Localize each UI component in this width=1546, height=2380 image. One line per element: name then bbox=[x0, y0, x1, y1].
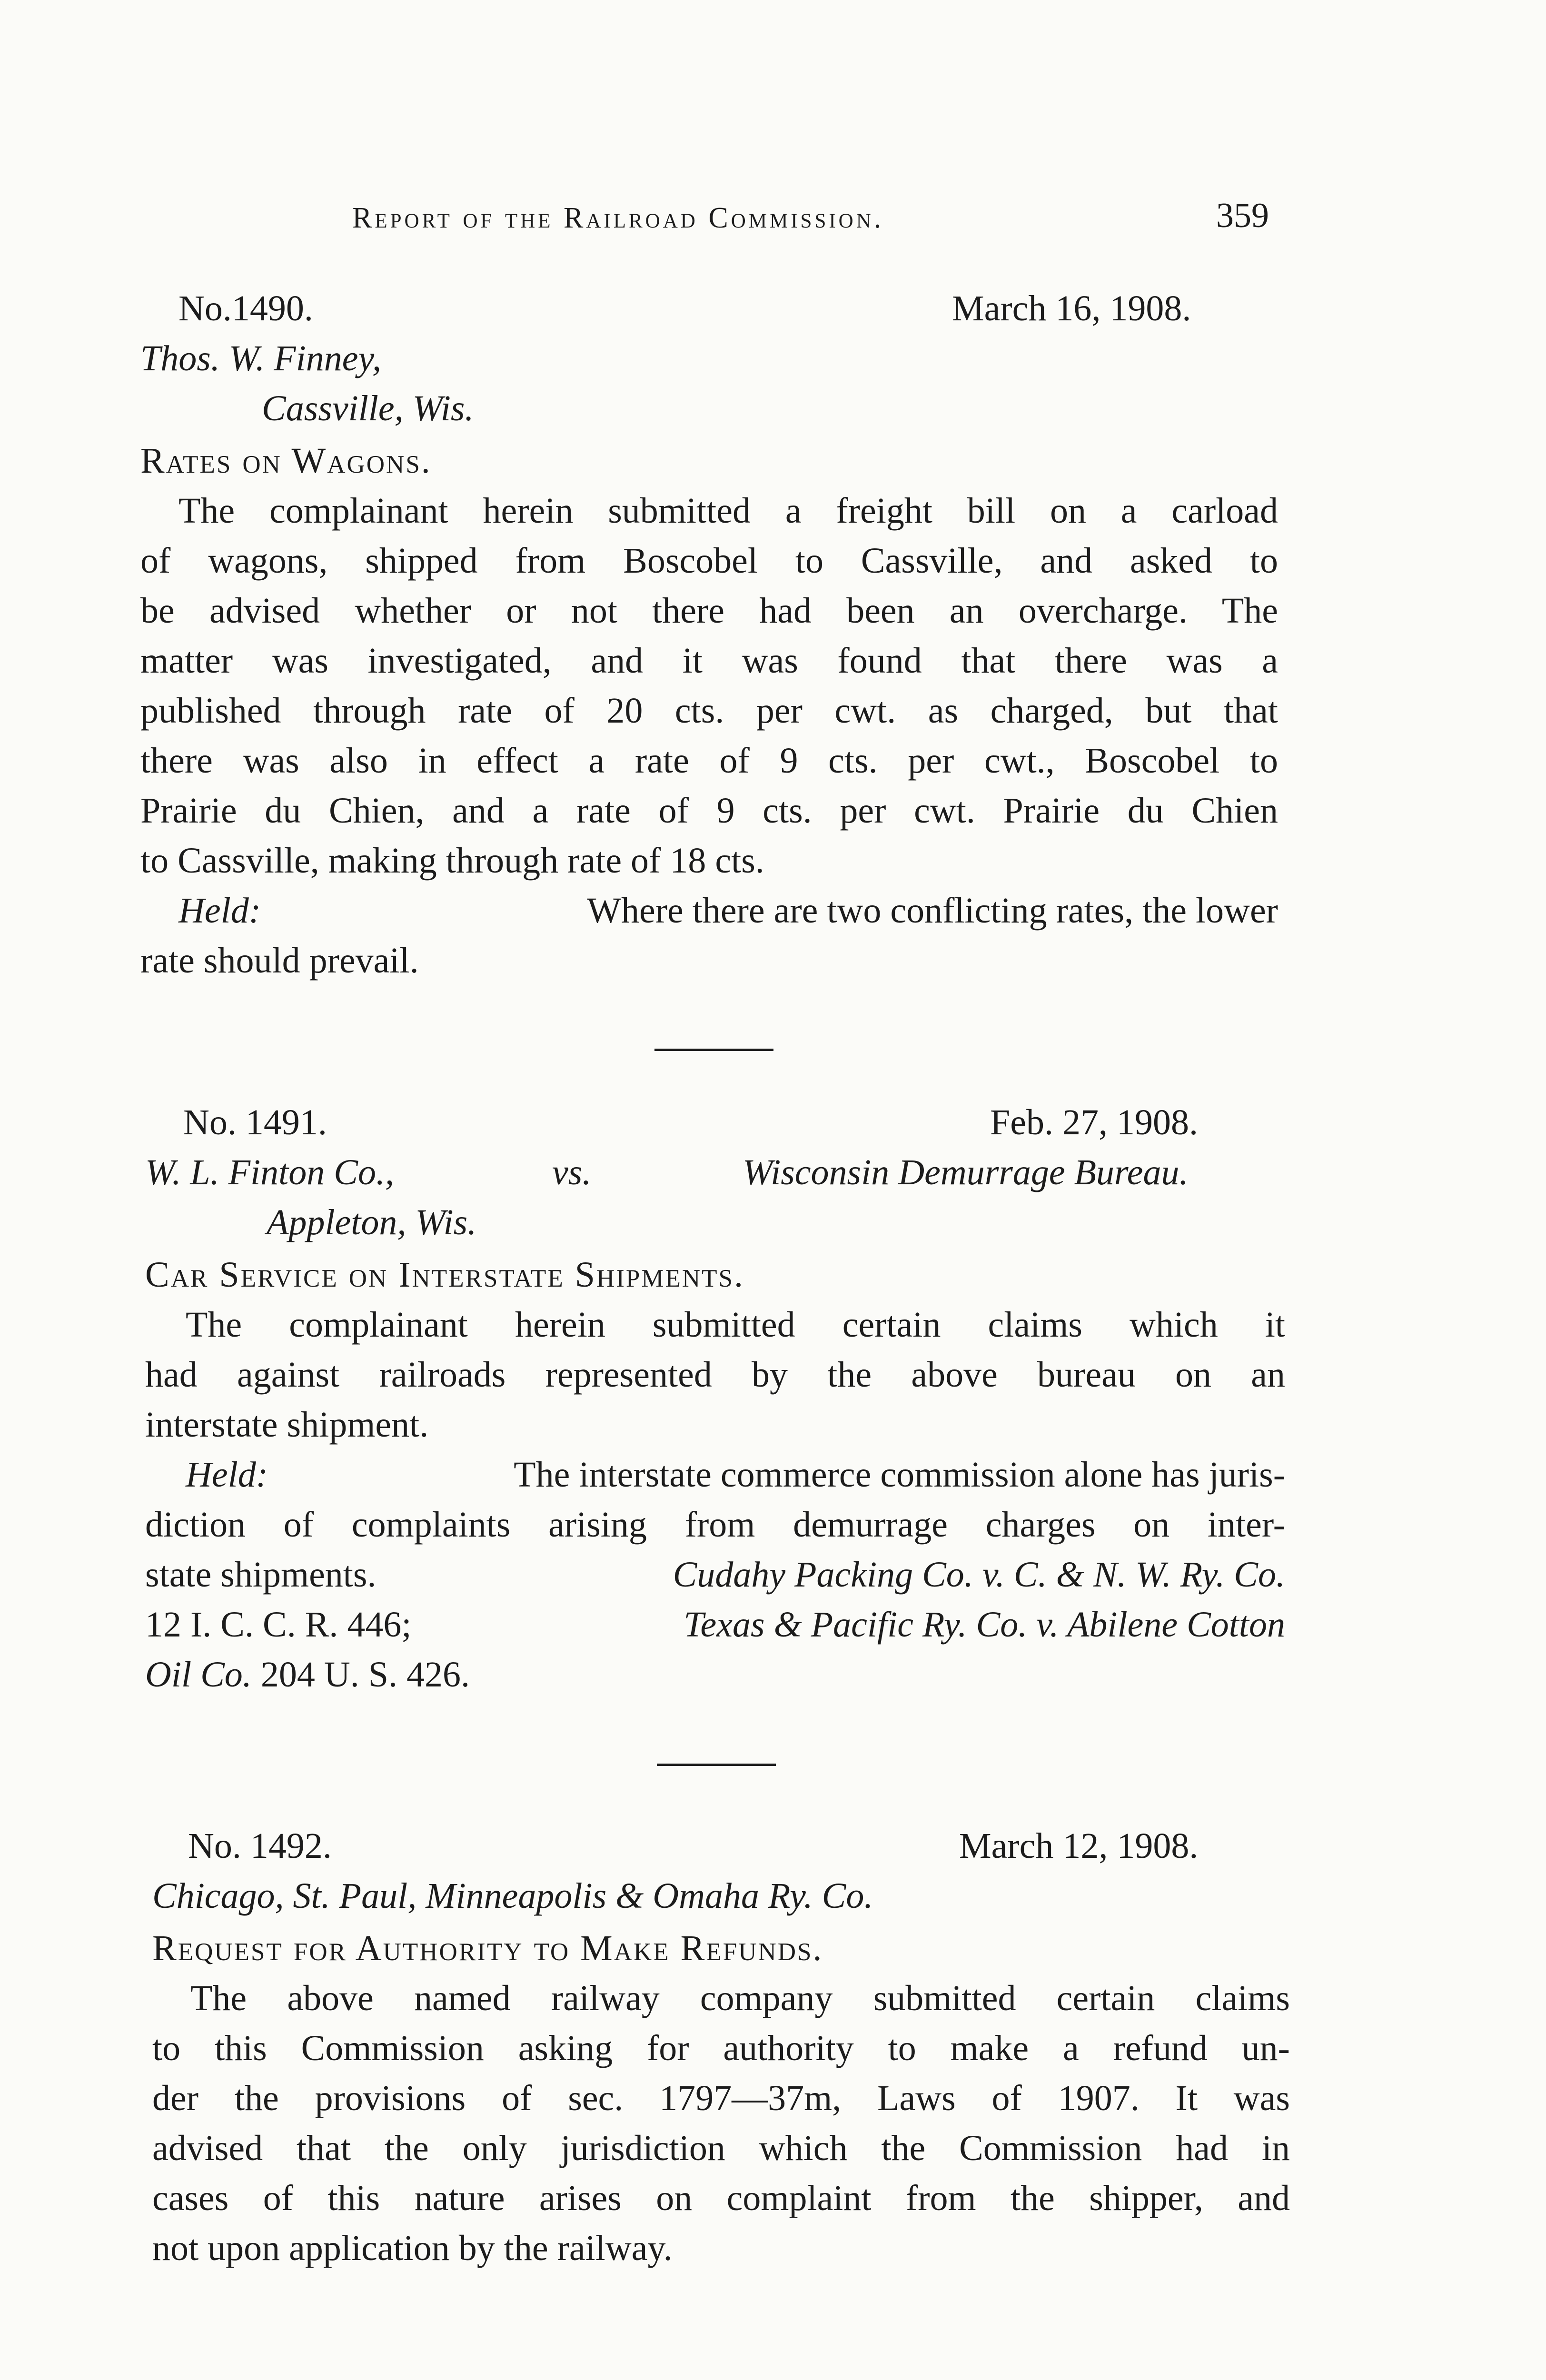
case-date: March 12, 1908. bbox=[959, 1826, 1199, 1866]
body-line: of wagons, shipped from Boscobel to Cassville, and asked to bbox=[140, 541, 1278, 581]
case-subject: Car Service on Interstate Shipments. bbox=[145, 1255, 744, 1295]
held-line bbox=[145, 1552, 1285, 1597]
body-line: The complainant herein submitted a freight bill on a carload bbox=[178, 491, 1278, 531]
held-line bbox=[178, 888, 1278, 933]
body-line: not upon application by the railway. bbox=[152, 2228, 673, 2268]
body-line: there was also in effect a rate of 9 cts. per cwt., Boscobel to bbox=[140, 741, 1278, 781]
citation: Texas & Pacific Ry. Co. v. Abilene Cotton bbox=[684, 1605, 1285, 1645]
case-number: No.1490. bbox=[178, 288, 313, 328]
body-line: interstate shipment. bbox=[145, 1405, 429, 1445]
party-name: Chicago, St. Paul, Minneapolis & Omaha Ry. Co. bbox=[152, 1876, 873, 1916]
held-line: rate should prevail. bbox=[140, 941, 419, 981]
citation: Cudahy Packing Co. v. C. & N. W. Ry. Co. bbox=[673, 1555, 1285, 1595]
held-label: Held: bbox=[186, 1455, 268, 1495]
body-line: to this Commission asking for authority to make a refund un- bbox=[152, 2028, 1290, 2068]
body-line: to Cassville, making through rate of 18 cts. bbox=[140, 841, 764, 881]
respondent-name: Wisconsin Demurrage Bureau. bbox=[743, 1152, 1189, 1192]
held-line bbox=[145, 1602, 1285, 1647]
case-number: No. 1491. bbox=[183, 1102, 327, 1142]
body-line: had against railroads represented by the above bureau on an bbox=[145, 1355, 1285, 1395]
held-text: Where there are two conflicting rates, the lower bbox=[587, 891, 1278, 931]
body-line: be advised whether or not there had been an overcharge. The bbox=[140, 591, 1278, 631]
held-line: diction of complaints arising from demurrage charges on inter- bbox=[145, 1505, 1285, 1545]
held-line bbox=[186, 1452, 1285, 1497]
case-date: Feb. 27, 1908. bbox=[990, 1102, 1198, 1142]
running-header: Report of the Railroad Commission. bbox=[352, 202, 884, 234]
party-location: Appleton, Wis. bbox=[267, 1202, 477, 1242]
citation-reporter: 204 U. S. 426. bbox=[260, 1655, 470, 1695]
body-line: The complainant herein submitted certain claims which it bbox=[186, 1305, 1285, 1345]
section-divider bbox=[654, 1049, 773, 1051]
held-text: state shipments. bbox=[145, 1555, 377, 1595]
section-divider bbox=[657, 1764, 776, 1766]
held-text: The interstate commerce commission alone has juris- bbox=[514, 1455, 1285, 1495]
citation-reporter: 12 I. C. C. R. 446; bbox=[145, 1605, 412, 1645]
held-label: Held: bbox=[178, 891, 261, 931]
versus: vs. bbox=[552, 1152, 592, 1192]
body-line: der the provisions of sec. 1797—37m, Laws of 1907. It was bbox=[152, 2078, 1290, 2118]
body-line: cases of this nature arises on complaint from the shipper, and bbox=[152, 2178, 1290, 2218]
party-name: W. L. Finton Co., bbox=[145, 1152, 394, 1192]
body-line: matter was investigated, and it was found that there was a bbox=[140, 641, 1278, 681]
case-date: March 16, 1908. bbox=[952, 288, 1191, 328]
body-line: advised that the only jurisdiction which the Commission had in bbox=[152, 2128, 1290, 2168]
page-number: 359 bbox=[1216, 196, 1269, 235]
held-line bbox=[145, 1652, 470, 1697]
party-name: Thos. W. Finney, bbox=[140, 338, 381, 378]
body-line: published through rate of 20 cts. per cwt. as charged, but that bbox=[140, 691, 1278, 731]
body-line: The above named railway company submitted certain claims bbox=[190, 1978, 1290, 2018]
body-line: Prairie du Chien, and a rate of 9 cts. per cwt. Prairie du Chien bbox=[140, 791, 1278, 831]
case-subject: Request for Authority to Make Refunds. bbox=[152, 1928, 823, 1968]
case-subject: Rates on Wagons. bbox=[140, 441, 432, 481]
case-number: No. 1492. bbox=[188, 1826, 332, 1866]
citation: Oil Co. bbox=[145, 1655, 252, 1695]
party-location: Cassville, Wis. bbox=[262, 388, 474, 428]
